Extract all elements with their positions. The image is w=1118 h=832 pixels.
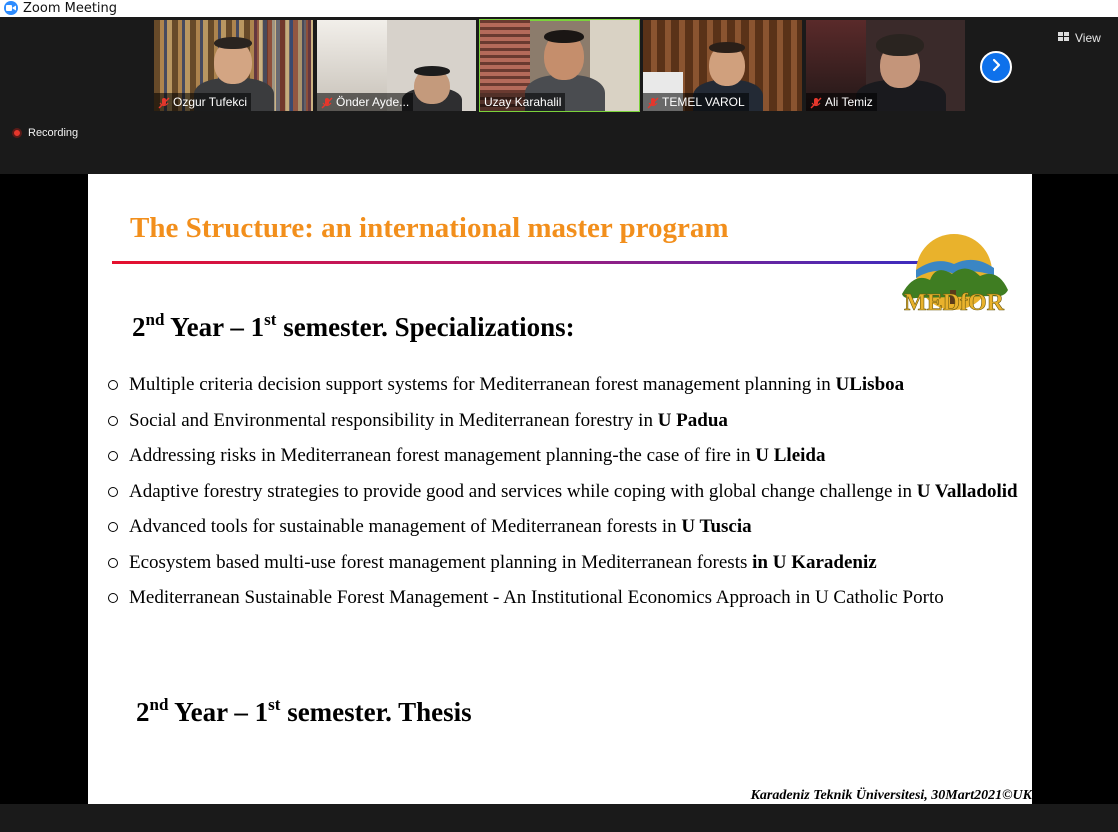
next-participants-button[interactable]	[980, 51, 1012, 83]
list-item: Social and Environmental responsibility in Mediterranean forestry in U Padua	[108, 403, 1018, 439]
participant-namebar	[154, 93, 251, 111]
recording-label: Recording	[28, 127, 79, 139]
presentation-slide	[88, 174, 1032, 804]
participant-tile[interactable]	[154, 20, 313, 111]
hollow-bullet-icon	[108, 451, 118, 461]
hollow-bullet-icon	[108, 487, 118, 497]
hollow-bullet-icon	[108, 593, 118, 603]
participant-namebar	[317, 93, 413, 111]
title-divider	[112, 261, 930, 264]
participant-namebar	[806, 93, 877, 111]
muted-mic-icon	[158, 96, 170, 108]
participant-namebar	[643, 93, 749, 111]
list-item: Addressing risks in Mediterranean forest management planning-the case of fire in U Lleida	[108, 438, 1018, 474]
recording-indicator[interactable]	[12, 127, 78, 139]
list-item: Ecosystem based multi-use forest management planning in Mediterranean forests in U Karadeniz	[108, 545, 1018, 581]
recording-dot-icon	[12, 128, 22, 138]
participant-name: TEMEL VAROL	[662, 95, 745, 109]
view-button[interactable]	[1058, 29, 1101, 47]
section-heading-specializations: 2nd Year – 1st semester. Specializations:	[132, 310, 575, 342]
list-item: Advanced tools for sustainable management of Mediterranean forests in U Tuscia	[108, 509, 1018, 545]
participant-strip	[0, 17, 1118, 174]
participant-name: Önder Ayde...	[336, 95, 410, 109]
view-label: View	[1075, 31, 1101, 45]
section-heading-thesis: 2nd Year – 1st semester. Thesis	[136, 695, 472, 727]
participant-tile[interactable]	[317, 20, 476, 111]
slide-footer: Karadeniz Teknik Üniversitesi, 30Mart2021©UK	[750, 788, 1032, 803]
specialization-list	[108, 367, 1018, 616]
zoom-logo-icon	[4, 1, 18, 15]
shared-screen	[0, 174, 1118, 804]
muted-mic-icon	[810, 96, 822, 108]
hollow-bullet-icon	[108, 558, 118, 568]
muted-mic-icon	[647, 96, 659, 108]
participant-tile-active-speaker[interactable]	[480, 20, 639, 111]
list-item: Multiple criteria decision support systems for Mediterranean forest management planning in ULisboa	[108, 367, 1018, 403]
grid-view-icon	[1058, 31, 1070, 45]
muted-mic-icon	[321, 96, 333, 108]
window-title: Zoom Meeting	[23, 1, 118, 16]
list-item: Mediterranean Sustainable Forest Management - An Institutional Economics Approach in U Catholic Porto	[108, 580, 1018, 616]
participant-tile[interactable]	[806, 20, 965, 111]
chevron-right-icon	[989, 58, 1003, 77]
window-titlebar	[0, 0, 1118, 17]
hollow-bullet-icon	[108, 380, 118, 390]
hollow-bullet-icon	[108, 416, 118, 426]
participant-name: Ali Temiz	[825, 95, 873, 109]
list-item: Adaptive forestry strategies to provide good and services while coping with global change challenge in U Valladolid	[108, 474, 1018, 510]
participant-namebar	[480, 93, 565, 111]
participant-name: Uzay Karahalil	[484, 95, 562, 109]
hollow-bullet-icon	[108, 522, 118, 532]
medfor-logo	[896, 234, 1014, 316]
participant-name: Ozgur Tufekci	[173, 95, 248, 109]
participant-tile[interactable]	[643, 20, 802, 111]
slide-title: The Structure: an international master program	[130, 212, 729, 244]
logo-text: MEDfOR	[904, 290, 1004, 316]
bottom-bar	[0, 804, 1118, 832]
